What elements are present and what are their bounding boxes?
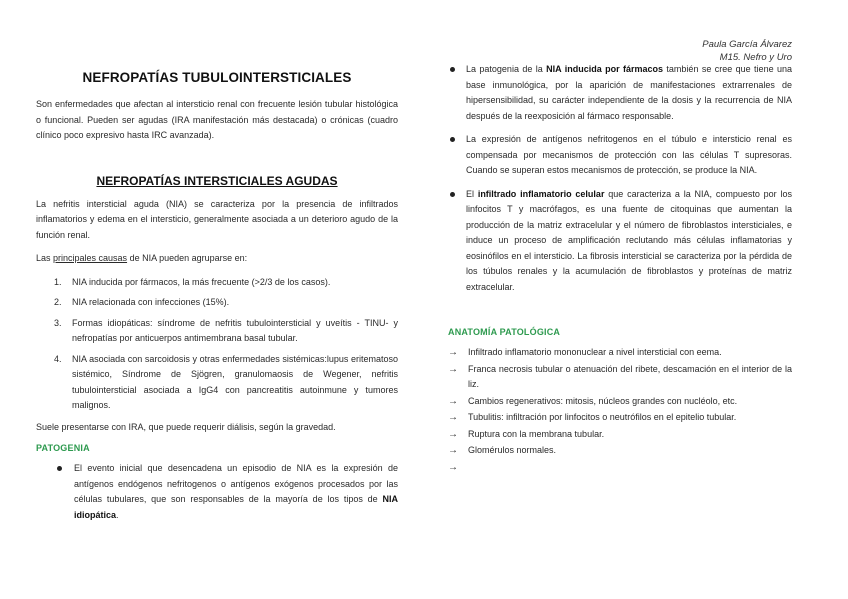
causes-list — [36, 275, 398, 414]
author-header — [702, 38, 792, 64]
cause-item — [36, 352, 398, 414]
finding-text: Tubulitis: infiltración por linfocitos o neutrófilos en el epitelio tubular. — [468, 412, 737, 422]
section-heading-anatomia: ANATOMÍA PATOLÓGICA — [448, 327, 561, 337]
findings-list — [448, 345, 792, 475]
finding-item — [448, 394, 792, 410]
finding-item — [448, 460, 792, 476]
causes-intro-underline: principales causas — [53, 253, 128, 263]
nia-definition: La nefritis intersticial aguda (NIA) se caracteriza por la presencia de infiltrados inflamatorios y edema en el intersticio, generalmente asociada a un deterioro agudo de la función renal. — [36, 198, 398, 240]
patogenia-text-post: . — [116, 509, 119, 520]
causes-intro-post: de NIA pueden agruparse en: — [127, 253, 248, 263]
arrow-icon: → — [448, 395, 458, 407]
finding-text: Glomérulos normales. — [468, 445, 557, 455]
left-column — [36, 70, 398, 531]
bullet-text-bold: infiltrado inflamatorio celular — [477, 188, 605, 199]
cause-text: NIA inducida por fármacos, la más frecuente (>2/3 de los casos). — [72, 276, 331, 287]
arrow-icon: → — [448, 412, 458, 423]
section-heading-patogenia: PATOGENIA — [36, 443, 90, 453]
arrow-icon: → — [448, 445, 458, 456]
finding-item — [448, 410, 792, 426]
patogenia-text-pre: El evento inicial que desencadena un episodio de NIA es la expresión de antígenos endógenos nefritogenos o antígenos exógenos procesados por las células tubulares, que son responsables de la mayoría de los tipos de — [74, 463, 398, 504]
causes-intro-pre: Las — [36, 253, 54, 263]
course-label: M15. Nefro y Uro — [719, 52, 792, 63]
bullet-text-pre: El — [466, 188, 478, 199]
finding-item — [448, 443, 792, 459]
patogenia-bullet — [448, 62, 792, 124]
bullet-text-pre: La patogenia de la — [466, 64, 547, 74]
finding-text: Ruptura con la membrana tubular. — [468, 428, 605, 439]
finding-item — [448, 345, 792, 361]
bullet-text-bold: NIA inducida por fármacos — [546, 64, 664, 74]
finding-item — [448, 362, 792, 393]
cause-text: Formas idiopáticas: síndrome de nefritis tubulointersticial y uveítis - TINU- y nefropatías por anticuerpos antimembrana basal tubular. — [72, 317, 398, 343]
arrow-icon: → — [448, 461, 458, 473]
patogenia-bullet — [36, 461, 398, 523]
cause-number: 1. — [54, 276, 62, 287]
bullet-text-post: también se cree que tiene una base inmunológica, por la aparición de manifestaciones extrarrenales de hipersensibilidad, su carácter independiente de la dosis y la recurrencia de NIA después de la reexposición al fármaco responsable. — [466, 64, 792, 121]
ira-note: Suele presentarse con IRA, que puede requerir diálisis, según la gravedad. — [36, 421, 336, 432]
cause-text: NIA asociada con sarcoidosis y otras enfermedades sistémicas:lupus eritematoso sistémico, Síndrome de Sjögren, granulomaosis de Wegener, nefritis tubulointersticial asociada a IgG4 con pancreatitis autoinmune y tumores malignos. — [72, 353, 398, 410]
cause-item — [36, 316, 398, 347]
right-column — [448, 62, 792, 476]
bullet-icon — [450, 67, 455, 72]
finding-text: Infiltrado inflamatorio mononuclear a nivel intersticial con eema. — [468, 347, 722, 357]
cause-number: 4. — [54, 353, 62, 364]
cause-item — [36, 275, 398, 291]
intro-paragraph: Son enfermedades que afectan al intersticio renal con frecuente lesión tubular histológica o funcional. Pueden ser agudas (IRA manifestación más destacada) o crónicas (cuadro clínico poco expresivo hasta IRC avanzada). — [36, 99, 398, 140]
arrow-icon: → — [448, 428, 458, 440]
arrow-icon: → — [448, 363, 458, 375]
causes-intro — [36, 251, 398, 267]
cause-number: 2. — [54, 297, 62, 307]
cause-item — [36, 295, 398, 311]
main-title: NEFROPATÍAS TUBULOINTERSTICIALES — [82, 70, 352, 85]
patogenia-text-bold: NIA idiopática — [74, 494, 398, 520]
finding-text: Cambios regenerativos: mitosis, núcleos grandes con nucléolo, etc. — [468, 395, 738, 406]
section-title-acute: NEFROPATÍAS INTERSTICIALES AGUDAS — [96, 173, 338, 188]
author-name: Paula García Álvarez — [702, 39, 792, 50]
patogenia-bullet — [448, 132, 792, 179]
finding-text: Franca necrosis tubular o atenuación del ribete, descamación en el interior de la liz. — [468, 363, 792, 389]
bullet-text: La expresión de antígenos nefritogenos en el túbulo e intersticio renal es compensada por mecanismos de protección con las células T supresoras. Cuando se superan estos mecanismos de protección, se produce la NIA. — [466, 134, 792, 175]
patogenia-continued-list — [448, 62, 792, 295]
bullet-text-post: que caracteriza a la NIA, compuesto por los linfocitos T y macrófagos, es una fuente de citoquinas que aumentan la producción de la matriz extracelular y el número de fibroblastos intersticiales, e induce un proceso de amplificación reclutando más células inflamatorias y eosinófilos en el intersticio. La fibrosis intersticial se caracteriza por la pérdida de los túbulos renales y la acumulación de fibroblastos y proteínas de matriz extracelular. — [466, 188, 792, 292]
bullet-icon — [450, 137, 455, 142]
finding-item — [448, 427, 792, 443]
cause-text: NIA relacionada con infecciones (15%). — [72, 297, 230, 307]
patogenia-list — [36, 461, 398, 523]
arrow-icon: → — [448, 347, 458, 358]
cause-number: 3. — [54, 317, 62, 328]
bullet-icon — [57, 466, 62, 471]
patogenia-bullet — [448, 187, 792, 296]
bullet-icon — [450, 192, 455, 197]
